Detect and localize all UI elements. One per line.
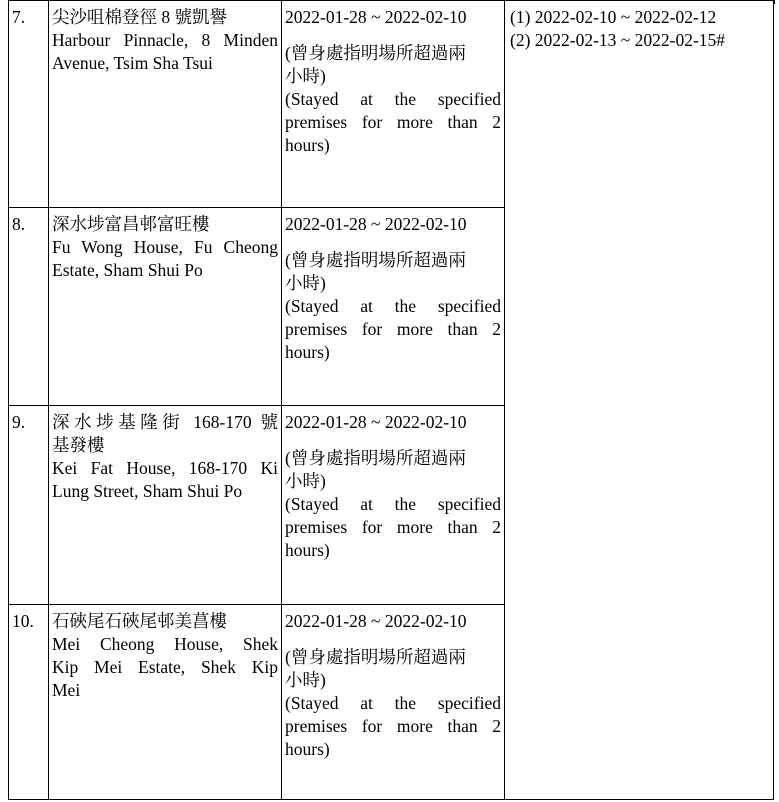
premises-name-en-line: Lung Street, Sham Shui Po bbox=[52, 481, 243, 501]
date-cell bbox=[282, 1, 505, 208]
spacer bbox=[285, 29, 501, 42]
premises-name-zh: 深水埗富昌邨富旺樓 bbox=[52, 214, 210, 234]
note-en-line: premises for more than 2 bbox=[285, 112, 501, 132]
spacer bbox=[285, 434, 501, 447]
premises-name-en-line: Kei Fat House, 168-170 Ki bbox=[52, 458, 278, 478]
test-period: (2) 2022-02-13 ~ 2022-02-15# bbox=[510, 30, 726, 50]
note-en-line: hours) bbox=[285, 739, 330, 759]
test-period: (1) 2022-02-10 ~ 2022-02-12 bbox=[510, 7, 717, 27]
row-number: 8. bbox=[12, 214, 26, 234]
note-en-line: hours) bbox=[285, 135, 330, 155]
note-en-line: hours) bbox=[285, 540, 330, 560]
table-row bbox=[9, 1, 774, 208]
note-en-line: hours) bbox=[285, 342, 330, 362]
row-number-cell bbox=[9, 406, 49, 605]
note-en-line: (Stayed at the specified bbox=[285, 296, 501, 316]
note-zh-line: (曾身處指明場所超過兩 bbox=[285, 43, 466, 63]
date-cell bbox=[282, 208, 505, 406]
premises-cell bbox=[49, 605, 282, 800]
note-zh-line: (曾身處指明場所超過兩 bbox=[285, 250, 466, 270]
date-cell bbox=[282, 406, 505, 605]
row-number-cell bbox=[9, 1, 49, 208]
note-zh-line: 小時) bbox=[285, 66, 326, 86]
premises-cell bbox=[49, 406, 282, 605]
specified-premises-table bbox=[8, 0, 774, 800]
date-cell bbox=[282, 605, 505, 800]
premises-name-zh: 深水埗基隆街 168-170 號 bbox=[52, 412, 278, 432]
row-number-cell bbox=[9, 208, 49, 406]
premises-name-en-line: Avenue, Tsim Sha Tsui bbox=[52, 53, 213, 73]
premises-name-en-line: Estate, Sham Shui Po bbox=[52, 260, 203, 280]
note-zh-line: 小時) bbox=[285, 471, 326, 491]
note-zh-line: 小時) bbox=[285, 670, 326, 690]
premises-name-zh: 尖沙咀棉登徑 8 號凱譽 bbox=[52, 7, 227, 27]
premises-cell bbox=[49, 208, 282, 406]
spacer bbox=[285, 633, 501, 646]
date-range: 2022-01-28 ~ 2022-02-10 bbox=[285, 611, 467, 631]
note-en-line: (Stayed at the specified bbox=[285, 89, 501, 109]
premises-name-en-line: Kip Mei Estate, Shek Kip bbox=[52, 657, 278, 677]
note-en-line: premises for more than 2 bbox=[285, 716, 501, 736]
test-period-cell bbox=[505, 1, 774, 800]
row-number-cell bbox=[9, 605, 49, 800]
premises-name-zh: 石硤尾石硤尾邨美菖樓 bbox=[52, 611, 227, 631]
note-zh-line: (曾身處指明場所超過兩 bbox=[285, 448, 466, 468]
row-number: 9. bbox=[12, 412, 26, 432]
premises-name-en-line: Harbour Pinnacle, 8 Minden bbox=[52, 30, 278, 50]
note-en-line: (Stayed at the specified bbox=[285, 494, 501, 514]
date-range: 2022-01-28 ~ 2022-02-10 bbox=[285, 214, 467, 234]
premises-name-en-line: Mei bbox=[52, 680, 81, 700]
row-number: 7. bbox=[12, 7, 26, 27]
date-range: 2022-01-28 ~ 2022-02-10 bbox=[285, 412, 467, 432]
note-en-line: (Stayed at the specified bbox=[285, 693, 501, 713]
row-number: 10. bbox=[12, 611, 34, 631]
note-en-line: premises for more than 2 bbox=[285, 517, 501, 537]
premises-name-zh: 基發樓 bbox=[52, 435, 105, 455]
premises-name-en-line: Mei Cheong House, Shek bbox=[52, 634, 278, 654]
note-zh-line: (曾身處指明場所超過兩 bbox=[285, 647, 466, 667]
note-zh-line: 小時) bbox=[285, 273, 326, 293]
spacer bbox=[285, 236, 501, 249]
premises-cell bbox=[49, 1, 282, 208]
premises-name-en-line: Fu Wong House, Fu Cheong bbox=[52, 237, 278, 257]
date-range: 2022-01-28 ~ 2022-02-10 bbox=[285, 7, 467, 27]
note-en-line: premises for more than 2 bbox=[285, 319, 501, 339]
